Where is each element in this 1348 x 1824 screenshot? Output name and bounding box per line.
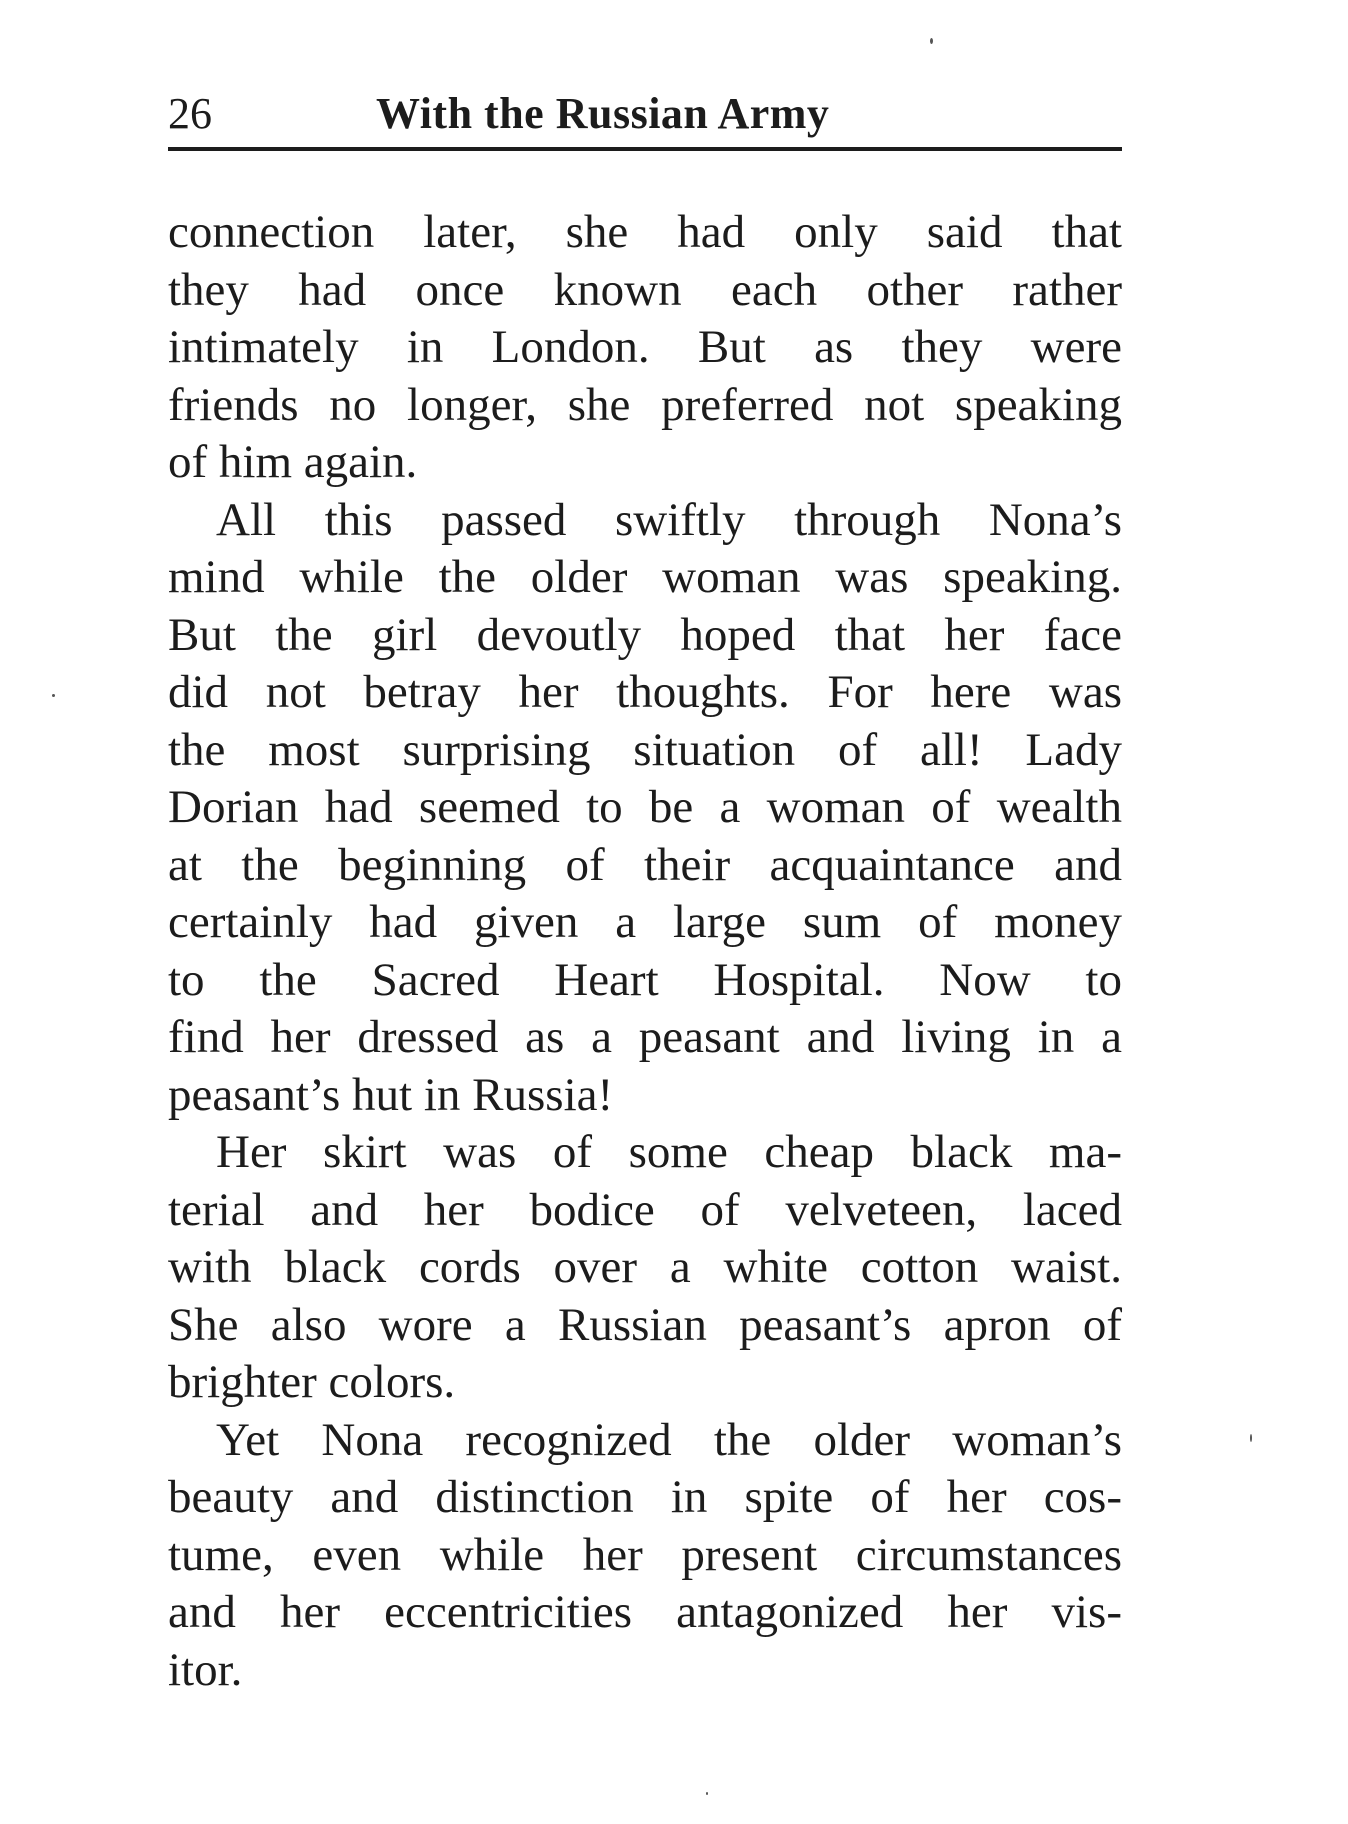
scan-speck <box>930 38 933 44</box>
text-line: peasant’s hut in Russia! <box>168 1068 614 1121</box>
text-line: terial and her bodice of velveteen, laced <box>168 1183 1122 1236</box>
text-line: All this passed swiftly through Nona’s <box>216 493 1122 546</box>
text-line: Her skirt was of some cheap black ma- <box>216 1126 1122 1178</box>
text-line: certainly had given a large sum of money <box>168 896 1122 948</box>
text-line: intimately in London. But as they were <box>168 321 1122 373</box>
text-line: brighter colors. <box>168 1356 456 1408</box>
text-line: Dorian had seemed to be a woman of wealth <box>168 781 1122 833</box>
scan-speck <box>1250 1434 1252 1442</box>
text-line: itor. <box>168 1643 243 1696</box>
text-line: the most surprising situation of all! Lady <box>168 723 1122 776</box>
text-line: friends no longer, she preferred not speaking <box>168 378 1122 431</box>
text-line: Yet Nona recognized the older woman’s <box>216 1413 1122 1466</box>
text-line: tume, even while her present circumstances <box>168 1528 1122 1581</box>
page-number: 26 <box>168 89 212 138</box>
text-line: connection later, she had only said that <box>168 206 1122 258</box>
text-line: at the beginning of their acquaintance and <box>168 838 1122 891</box>
running-title: With the Russian Army <box>376 89 830 138</box>
text-line: did not betray her thoughts. For here was <box>168 666 1122 718</box>
text-line: with black cords over a white cotton waist. <box>168 1241 1122 1293</box>
body-text <box>168 204 1122 1699</box>
text-line: and her eccentricities antagonized her vis- <box>168 1586 1122 1638</box>
scan-speck <box>52 694 55 697</box>
text-line: But the girl devoutly hoped that her face <box>168 608 1122 661</box>
text-line: mind while the older woman was speaking. <box>168 551 1122 603</box>
header-rule <box>168 147 1122 151</box>
scan-speck <box>706 1792 708 1795</box>
text-line: She also wore a Russian peasant’s apron of <box>168 1298 1122 1351</box>
running-head <box>168 86 1122 142</box>
text-line: find her dressed as a peasant and living in a <box>168 1011 1122 1063</box>
text-line: they had once known each other rather <box>168 263 1122 316</box>
text-line: of him again. <box>168 436 418 488</box>
text-line: to the Sacred Heart Hospital. Now to <box>168 953 1122 1006</box>
text-line: beauty and distinction in spite of her cos- <box>168 1471 1122 1523</box>
